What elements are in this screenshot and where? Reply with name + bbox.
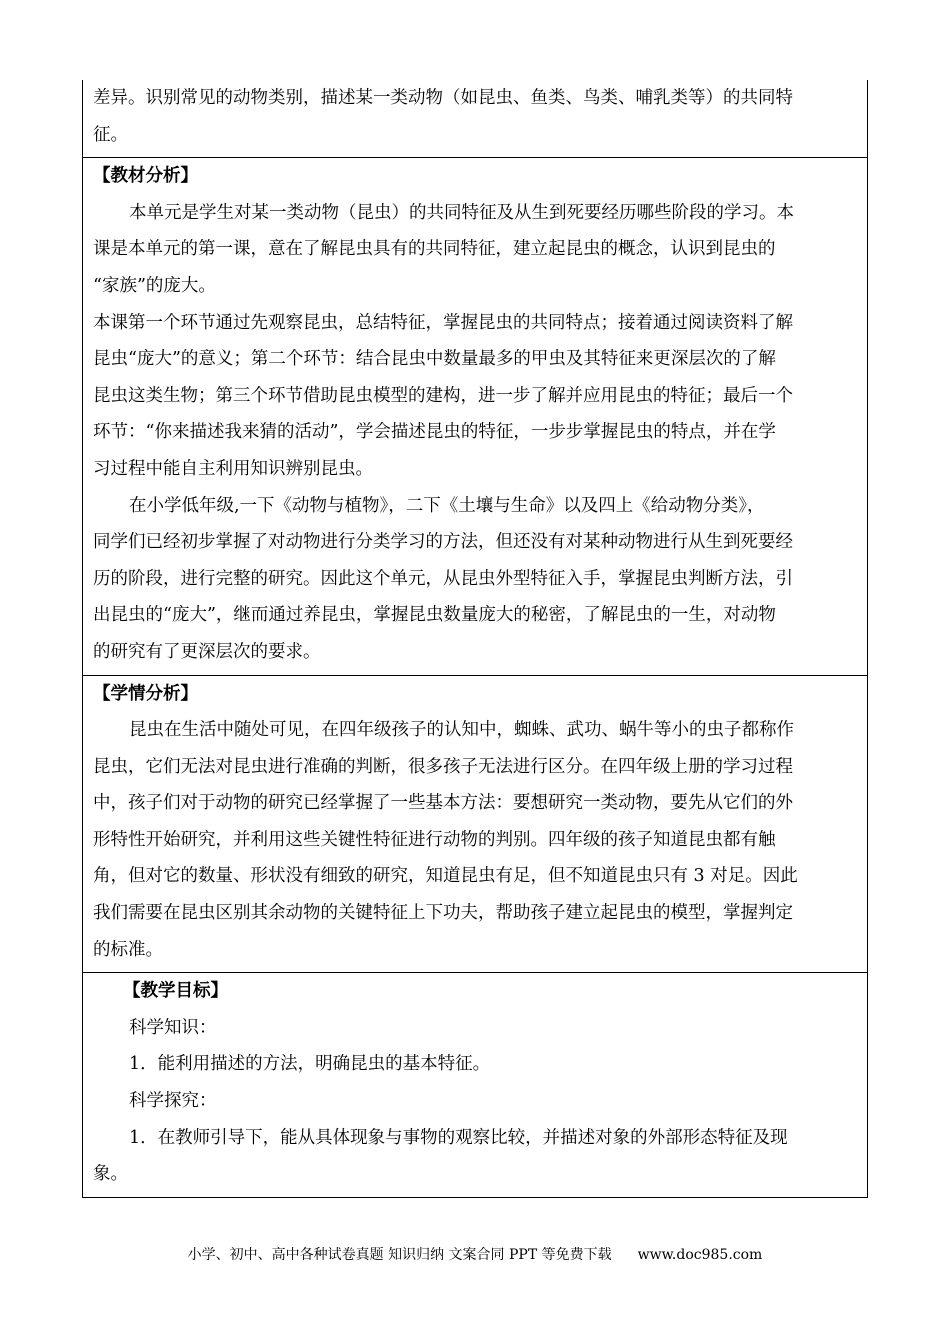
learner-analysis-section	[83, 675, 867, 973]
text-line: 1．能利用描述的方法，明确昆虫的基本特征。	[129, 1054, 491, 1075]
text-line: 课是本单元的第一课，意在了解昆虫具有的共同特征，建立起昆虫的概念，认识到昆虫的	[93, 239, 776, 260]
text-line: 昆虫“庞大”的意义；第二个环节：结合昆虫中数量最多的甲虫及其特征来更深层次的了解	[93, 349, 776, 370]
lesson-plan-table	[82, 80, 868, 1198]
text-line: 我们需要在昆虫区别其余动物的关键特征上下功夫，帮助孩子建立起昆虫的模型，掌握判定	[93, 903, 793, 924]
text-line: 昆虫在生活中随处可见，在四年级孩子的认知中，蜘蛛、武功、蜗牛等小的虫子都称作	[129, 720, 794, 741]
section-heading: 【教学目标】	[123, 981, 228, 1002]
text-line: 中，孩子们对于动物的研究已经掌握了一些基本方法：要想研究一类动物，要先从它们的外	[93, 793, 793, 814]
text-line: 同学们已经初步掌握了对动物进行分类学习的方法，但还没有对某种动物进行从生到死要经	[93, 532, 793, 553]
text-line: 1．在教师引导下，能从具体现象与事物的观察比较，并描述对象的外部形态特征及现	[129, 1127, 788, 1148]
standards-fragment	[83, 80, 867, 157]
text-line: 在小学低年级,一下《动物与植物》，二下《土壤与生命》以及四上《给动物分类》，	[129, 495, 765, 516]
text-line: 科学探究：	[129, 1091, 217, 1112]
text-line: “家族”的庞大。	[93, 275, 216, 296]
text-line: 的标准。	[93, 939, 163, 960]
text-line: 历的阶段，进行完整的研究。因此这个单元，从昆虫外型特征入手，掌握昆虫判断方法，引	[93, 568, 793, 589]
text-line: 本课第一个环节通过先观察昆虫，总结特征，掌握昆虫的共同特点；接着通过阅读资料了解	[93, 312, 793, 333]
text-line: 形特性开始研究，并利用这些关键性特征进行动物的判别。四年级的孩子知道昆虫都有触	[93, 829, 776, 850]
text-line: 昆虫，它们无法对昆虫进行准确的判断，很多孩子无法进行区分。在四年级上册的学习过程	[93, 756, 793, 777]
text-line: 昆虫这类生物；第三个环节借助昆虫模型的建构，进一步了解并应用昆虫的特征；最后一个	[93, 385, 793, 406]
section-heading: 【教材分析】	[93, 166, 198, 187]
text-line: 的研究有了更深层次的要求。	[93, 641, 321, 662]
footer-text: 小学、初中、高中各种试卷真题 知识归纳 文案合同 PPT 等免费下载	[187, 1247, 612, 1263]
text-line: 科学知识：	[129, 1017, 217, 1038]
page-footer	[0, 1245, 950, 1265]
section-heading: 【学情分析】	[93, 683, 198, 704]
text-line: 差异。识别常见的动物类别，描述某一类动物（如昆虫、鱼类、鸟类、哺乳类等）的共同特	[93, 88, 793, 108]
teaching-goals-section	[83, 972, 867, 1197]
text-line: 出昆虫的“庞大”，继而通过养昆虫，掌握昆虫数量庞大的秘密，了解昆虫的一生，对动物	[93, 605, 776, 626]
text-line: 征。	[93, 124, 128, 145]
text-line: 本单元是学生对某一类动物（昆虫）的共同特征及从生到死要经历哪些阶段的学习。本	[129, 202, 794, 223]
footer-url[interactable]: www.doc985.com	[637, 1247, 763, 1263]
text-line: 象。	[93, 1164, 128, 1185]
text-line: 习过程中能自主利用知识辨别昆虫。	[93, 458, 373, 479]
material-analysis-section	[83, 157, 867, 674]
text-line: 角，但对它的数量、形状没有细致的研究，知道昆虫有足，但不知道昆虫只有 3 对足。因此	[93, 866, 798, 887]
text-line: 环节：“你来描述我来猜的活动”，学会描述昆虫的特征，一步步掌握昆虫的特点，并在学	[93, 422, 776, 443]
